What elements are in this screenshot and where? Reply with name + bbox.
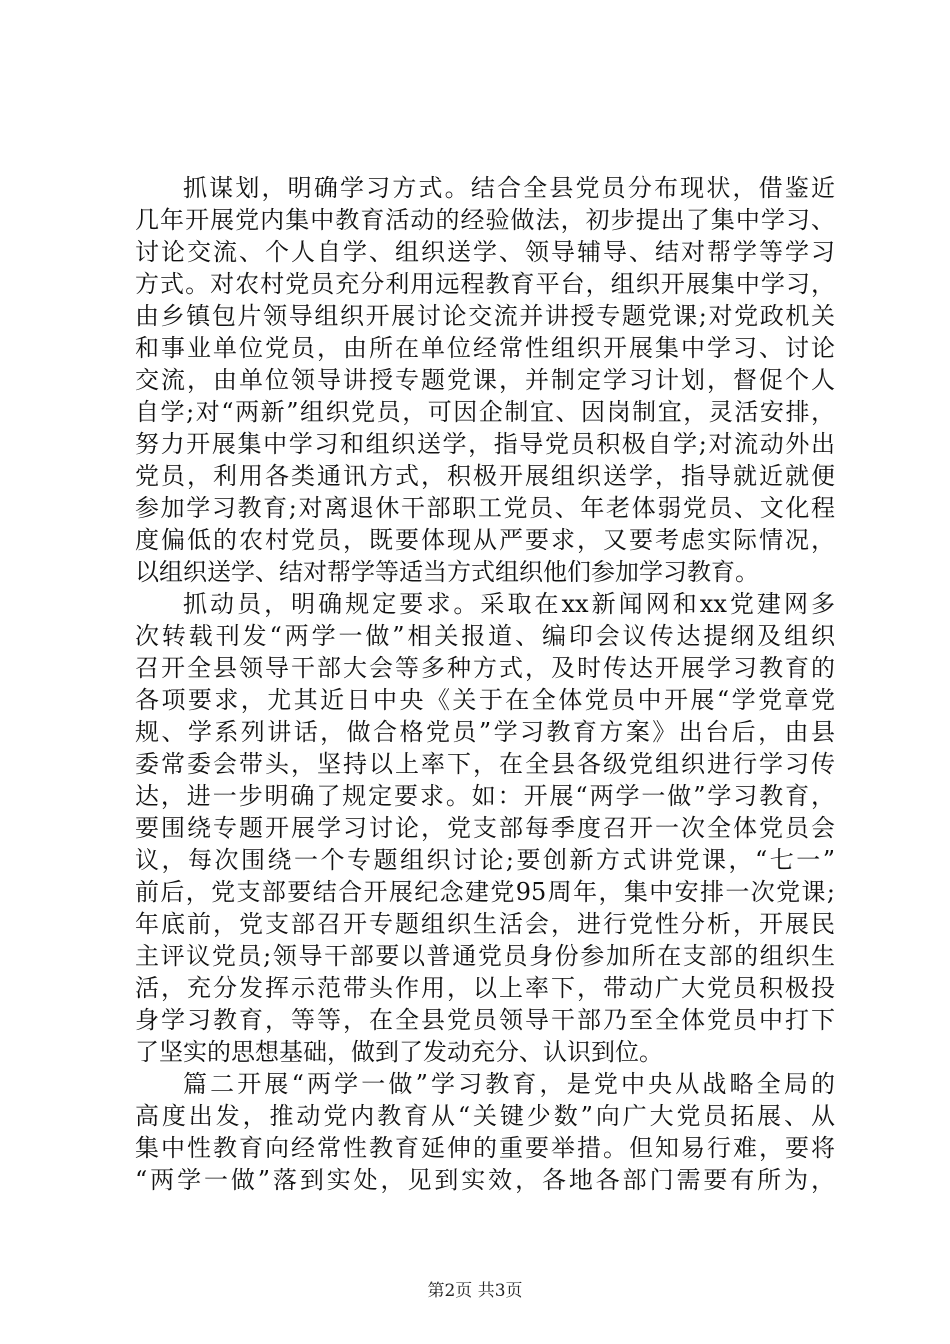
- text-line: 高度出发，推动党内教育从“关键少数”向广大党员拓展、从: [135, 1102, 835, 1130]
- text-line: 参加学习教育;对离退休干部职工党员、年老体弱党员、文化程: [135, 494, 835, 522]
- text-line: 主评议党员;领导干部要以普通党员身份参加所在支部的组织生: [135, 942, 835, 970]
- text-line: 前后，党支部要结合开展纪念建党95周年，集中安排一次党课;: [135, 878, 835, 906]
- text-line: 努力开展集中学习和组织送学，指导党员积极自学;对流动外出: [135, 430, 835, 458]
- text-line: 集中性教育向经常性教育延伸的重要举措。但知易行难，要将: [135, 1134, 835, 1162]
- text-line: 交流，由单位领导讲授专题党课，并制定学习计划，督促个人: [135, 366, 835, 394]
- text-line: 篇二开展“两学一做”学习教育，是党中央从战略全局的: [183, 1070, 835, 1098]
- text-line: 自学;对“两新”组织党员，可因企制宜、因岗制宜，灵活安排，: [135, 398, 835, 426]
- text-line: 召开全县领导干部大会等多种方式，及时传达开展学习教育的: [135, 654, 835, 682]
- text-line: 年底前，党支部召开专题组织生活会，进行党性分析，开展民: [135, 910, 835, 938]
- text-line: 要围绕专题开展学习讨论，党支部每季度召开一次全体党员会: [135, 814, 835, 842]
- text-line: 党员，利用各类通讯方式，积极开展组织送学，指导就近就便: [135, 462, 835, 490]
- text-line: 了坚实的思想基础，做到了发动充分、认识到位。: [135, 1038, 663, 1066]
- text-line: 抓谋划，明确学习方式。结合全县党员分布现状，借鉴近: [183, 174, 835, 202]
- text-line: 方式。对农村党员充分利用远程教育平台，组织开展集中学习，: [135, 270, 835, 298]
- text-line: 各项要求，尤其近日中央《关于在全体党员中开展“学党章党: [135, 686, 835, 714]
- text-line: 由乡镇包片领导组织开展讨论交流并讲授专题党课;对党政机关: [135, 302, 835, 330]
- text-line: 次转载刊发“两学一做”相关报道、编印会议传达提纲及组织: [135, 622, 835, 650]
- text-line: 以组织送学、结对帮学等适当方式组织他们参加学习教育。: [135, 558, 759, 586]
- text-line: 抓动员，明确规定要求。采取在xx新闻网和xx党建网多: [183, 590, 835, 618]
- text-line: 身学习教育，等等，在全县党员领导干部乃至全体党员中打下: [135, 1006, 835, 1034]
- text-line: 议，每次围绕一个专题组织讨论;要创新方式讲党课，“七一”: [135, 846, 835, 874]
- text-line: 和事业单位党员，由所在单位经常性组织开展集中学习、讨论: [135, 334, 835, 362]
- text-line: 讨论交流、个人自学、组织送学、领导辅导、结对帮学等学习: [135, 238, 835, 266]
- text-line: 委常委会带头，坚持以上率下，在全县各级党组织进行学习传: [135, 750, 835, 778]
- page-footer: 第2页 共3页: [427, 1281, 523, 1301]
- text-line: 几年开展党内集中教育活动的经验做法，初步提出了集中学习、: [135, 206, 835, 234]
- text-line: 达，进一步明确了规定要求。如：开展“两学一做”学习教育，: [135, 782, 835, 810]
- text-line: “两学一做”落到实处，见到实效，各地各部门需要有所为，: [135, 1166, 835, 1194]
- text-line: 活，充分发挥示范带头作用，以上率下，带动广大党员积极投: [135, 974, 835, 1002]
- body-text: [135, 172, 835, 1196]
- text-line: 规、学系列讲话，做合格党员”学习教育方案》出台后，由县: [135, 718, 835, 746]
- text-line: 度偏低的农村党员，既要体现从严要求，又要考虑实际情况，: [135, 526, 835, 554]
